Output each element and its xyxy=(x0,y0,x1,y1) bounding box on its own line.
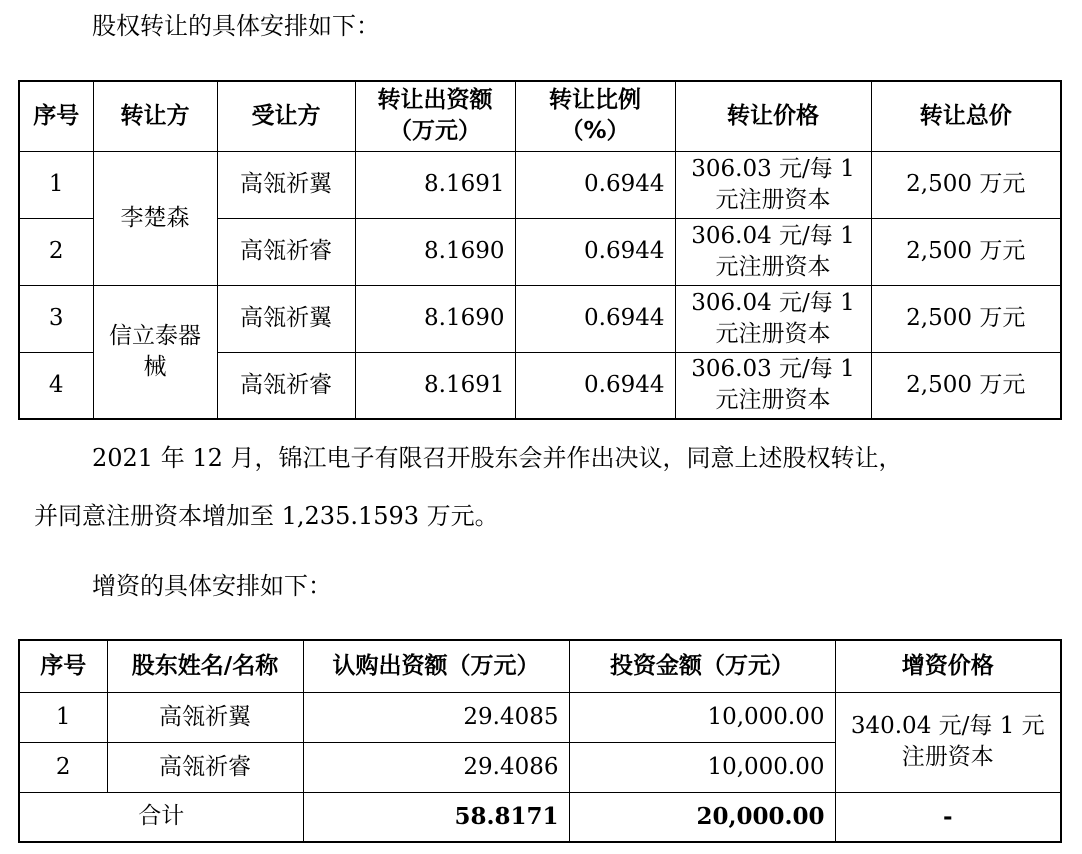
row-amount: 8.1691 xyxy=(355,352,515,419)
header-shareholder: 股东姓名/名称 xyxy=(107,640,303,692)
row-amount: 8.1690 xyxy=(355,218,515,285)
row-no: 1 xyxy=(19,151,93,218)
row-total: 2,500 万元 xyxy=(871,218,1061,285)
row-total: 2,500 万元 xyxy=(871,285,1061,352)
row-transferor: 信立泰器械 xyxy=(93,285,217,419)
row-total: 2,500 万元 xyxy=(871,151,1061,218)
row-transferee: 高瓴祈翼 xyxy=(217,151,355,218)
row-ratio: 0.6944 xyxy=(515,218,675,285)
row-investment: 10,000.00 xyxy=(569,742,835,792)
header-subscribed: 认购出资额（万元） xyxy=(303,640,569,692)
header-transferee: 受让方 xyxy=(217,81,355,151)
row-price: 306.04 元/每 1 元注册资本 xyxy=(675,285,871,352)
total-row xyxy=(19,792,1061,842)
row-amount: 8.1690 xyxy=(355,285,515,352)
row-price: 340.04 元/每 1 元注册资本 xyxy=(835,692,1061,792)
row-ratio: 0.6944 xyxy=(515,352,675,419)
total-price: - xyxy=(835,792,1061,842)
resolution-line-1: 2021 年 12 月，锦江电子有限召开股东会并作出决议，同意上述股权转让， xyxy=(92,444,903,472)
header-ratio: 转让比例（%） xyxy=(515,81,675,151)
row-subscribed: 29.4085 xyxy=(303,692,569,742)
row-no: 1 xyxy=(19,692,107,742)
header-amount: 转让出资额（万元） xyxy=(355,81,515,151)
table-row xyxy=(19,151,1061,218)
header-no: 序号 xyxy=(19,640,107,692)
row-total: 2,500 万元 xyxy=(871,352,1061,419)
header-price: 转让价格 xyxy=(675,81,871,151)
row-amount: 8.1691 xyxy=(355,151,515,218)
total-investment: 20,000.00 xyxy=(569,792,835,842)
row-ratio: 0.6944 xyxy=(515,285,675,352)
row-investment: 10,000.00 xyxy=(569,692,835,742)
table-row xyxy=(19,692,1061,742)
header-no: 序号 xyxy=(19,81,93,151)
row-price: 306.03 元/每 1 元注册资本 xyxy=(675,151,871,218)
total-subscribed: 58.8171 xyxy=(303,792,569,842)
header-total: 转让总价 xyxy=(871,81,1061,151)
transfer-header-row xyxy=(19,81,1061,151)
header-investment: 投资金额（万元） xyxy=(569,640,835,692)
row-no: 4 xyxy=(19,352,93,419)
resolution-line-2: 并同意注册资本增加至 1,235.1593 万元。 xyxy=(34,502,499,530)
capital-increase-table xyxy=(18,639,1062,843)
table-row xyxy=(19,285,1061,352)
row-shareholder: 高瓴祈翼 xyxy=(107,692,303,742)
capital-header-row xyxy=(19,640,1061,692)
row-transferor: 李楚森 xyxy=(93,151,217,285)
row-transferee: 高瓴祈翼 xyxy=(217,285,355,352)
row-ratio: 0.6944 xyxy=(515,151,675,218)
row-transferee: 高瓴祈睿 xyxy=(217,218,355,285)
row-transferee: 高瓴祈睿 xyxy=(217,352,355,419)
row-subscribed: 29.4086 xyxy=(303,742,569,792)
header-price: 增资价格 xyxy=(835,640,1061,692)
row-shareholder: 高瓴祈睿 xyxy=(107,742,303,792)
intro-transfer: 股权转让的具体安排如下： xyxy=(92,12,380,40)
row-price: 306.03 元/每 1 元注册资本 xyxy=(675,352,871,419)
row-no: 2 xyxy=(19,742,107,792)
row-price: 306.04 元/每 1 元注册资本 xyxy=(675,218,871,285)
header-transferor: 转让方 xyxy=(93,81,217,151)
transfer-table xyxy=(18,80,1062,420)
total-label: 合计 xyxy=(19,792,303,842)
row-no: 3 xyxy=(19,285,93,352)
row-no: 2 xyxy=(19,218,93,285)
intro-capital-increase: 增资的具体安排如下： xyxy=(92,572,332,600)
